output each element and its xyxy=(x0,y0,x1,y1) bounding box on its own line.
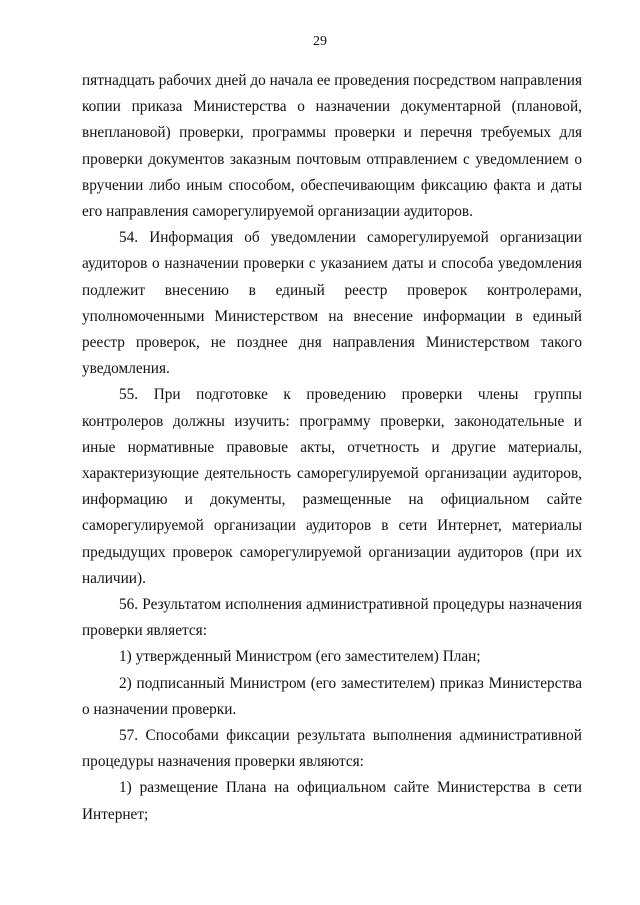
paragraph-56-item-2: 2) подписанный Министром (его заместителем) приказ Министерства о назначении проверки. xyxy=(82,674,582,718)
paragraph-57: 57. Способами фиксации результата выполнения административной процедуры назначения проверки являются: xyxy=(82,727,582,771)
paragraph-continuation: пятнадцать рабочих дней до начала ее проведения посредством направления копии приказа Министерства о назначении документарной (плановой, внеплановой) проверки, программы проверки и перечня требуемых для проверки документов заказным почтовым отправлением с уведомлением о вручении либо иным способом, обеспечивающим фиксацию факта и даты его направления саморегулируемой организации аудиторов. xyxy=(82,72,582,221)
document-body xyxy=(82,68,582,828)
paragraph-55: 55. При подготовке к проведению проверки члены группы контролеров должны изучить: программу проверки, законодательные и иные нормативные правовые акты, отчетность и другие материалы, характеризующие деятельность саморегулируемой организации аудиторов, информацию и документы, размещенные на официальном сайте саморегулируемой организации аудиторов в сети Интернет, материалы предыдущих проверок саморегулируемой организации аудиторов (при их наличии). xyxy=(82,386,582,587)
paragraph-54: 54. Информация об уведомлении саморегулируемой организации аудиторов о назначении проверки с указанием даты и способа уведомления подлежит внесению в единый реестр проверок контролерами, уполномоченными Министерством на внесение информации в единый реестр проверок, не позднее дня направления Министерством такого уведомления. xyxy=(82,229,582,378)
page-number: 29 xyxy=(313,34,327,49)
paragraph-57-item-1: 1) размещение Плана на официальном сайте Министерства в сети Интернет; xyxy=(82,779,582,823)
paragraph-56-item-1: 1) утвержденный Министром (его заместителем) План; xyxy=(119,648,481,666)
paragraph-56: 56. Результатом исполнения административной процедуры назначения проверки является: xyxy=(82,596,582,640)
